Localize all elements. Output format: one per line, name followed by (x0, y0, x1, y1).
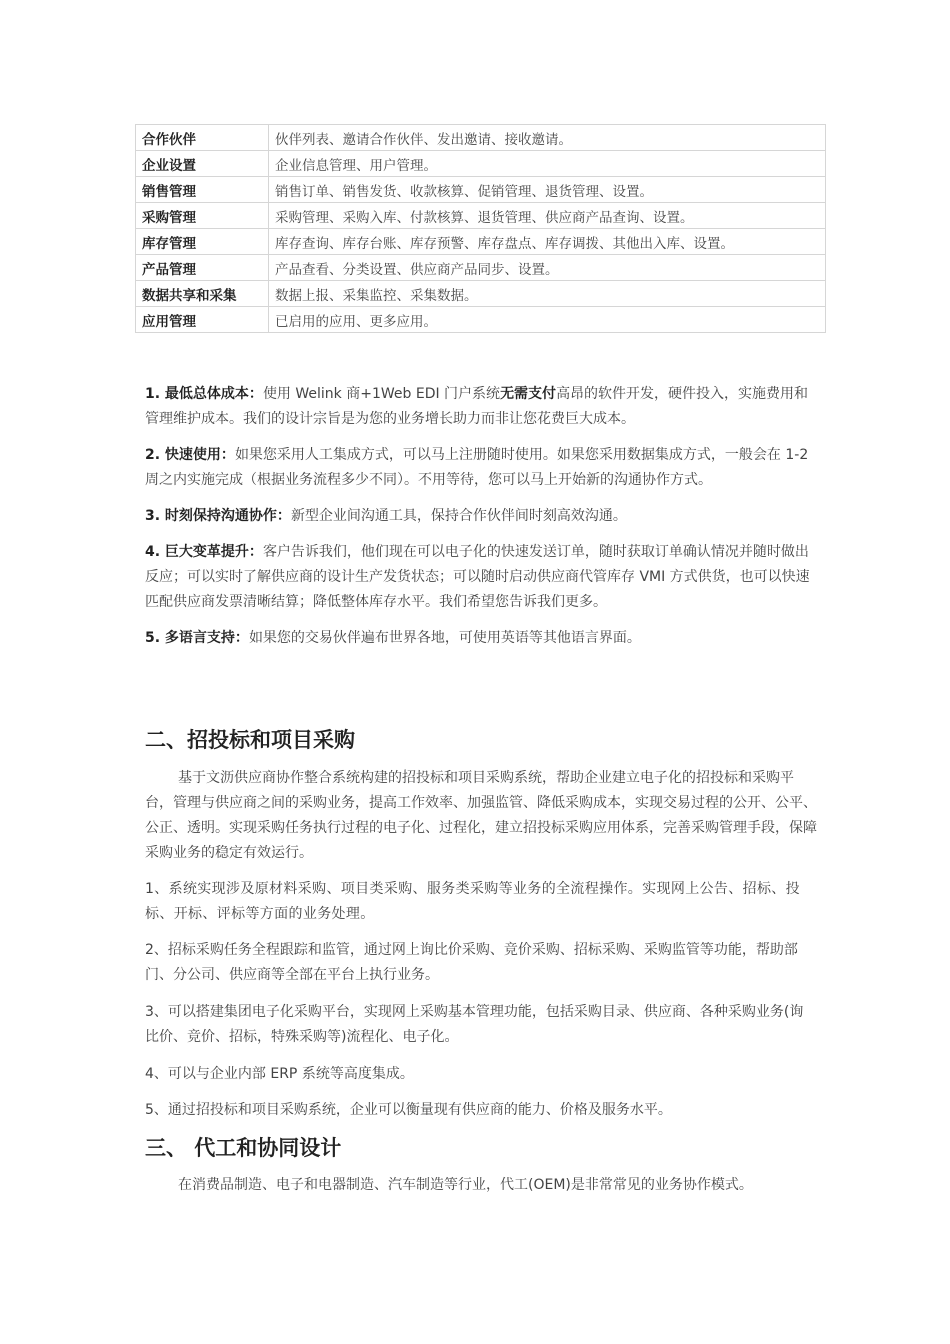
table-row (136, 281, 826, 307)
feature-communication (145, 504, 810, 529)
table-row (136, 307, 826, 333)
module-description: 已启用的应用、更多应用。 (269, 307, 826, 333)
list-item: 3、可以搭建集团电子化采购平台，实现网上采购基本管理功能，包括采购目录、供应商、各种采购业务(询比价、竞价、招标，特殊采购等)流程化、电子化。 (145, 1004, 804, 1045)
module-description: 产品查看、分类设置、供应商产品同步、设置。 (269, 255, 826, 281)
section-heading: 二、招投标和项目采购 (145, 728, 355, 752)
module-table (135, 124, 826, 333)
module-name: 产品管理 (136, 255, 269, 281)
module-name: 采购管理 (136, 203, 269, 229)
feature-text: 高昂的软件开发，硬件投入，实施费用和管理维护成本。我们的设计宗旨是为您的业务增长助力而非让您花费巨大成本。 (145, 386, 809, 427)
feature-text: 使用 Welink 商+1Web EDI 门户系统 (262, 386, 501, 402)
feature-emphasis: 无需支付 (500, 386, 557, 402)
module-description: 伙伴列表、邀请合作伙伴、发出邀请、接收邀请。 (269, 125, 826, 151)
table-row (136, 229, 826, 255)
table-row (136, 255, 826, 281)
table-row (136, 125, 826, 151)
feature-lead: 3. 时刻保持沟通协作： (145, 508, 291, 524)
list-item: 5、通过招投标和项目采购系统，企业可以衡量现有供应商的能力、价格及服务水平。 (145, 1102, 672, 1118)
list-item: 2、招标采购任务全程跟踪和监管，通过网上询比价采购、竞价采购、招标采购、采购监管等功能，帮助部门、分公司、供应商等全部在平台上执行业务。 (145, 942, 798, 983)
feature-lead: 4. 巨大变革提升： (145, 544, 263, 560)
feature-multilanguage (145, 626, 810, 651)
table-row (136, 151, 826, 177)
list-item: 4、可以与企业内部 ERP 系统等高度集成。 (145, 1066, 414, 1082)
module-description: 采购管理、采购入库、付款核算、退货管理、供应商产品查询、设置。 (269, 203, 826, 229)
section-intro: 基于文沥供应商协作整合系统构建的招投标和项目采购系统，帮助企业建立电子化的招投标和采购平台，管理与供应商之间的采购业务，提高工作效率、加强监管、降低采购成本，实现交易过程的公开、公平、公正、透明。实现采购任务执行过程的电子化、过程化，建立招投标采购应用体系，完善采购管理手段，保障采购业务的稳定有效运行。 (145, 770, 817, 861)
table-row (136, 177, 826, 203)
module-name: 应用管理 (136, 307, 269, 333)
module-name: 库存管理 (136, 229, 269, 255)
section-heading: 三、 代工和协同设计 (145, 1136, 342, 1160)
feature-text: 客户告诉我们，他们现在可以电子化的快速发送订单，随时获取订单确认情况并随时做出反应；可以实时了解供应商的设计生产发货状态；可以随时启动供应商代管库存 VMI 方式供货，也可以快速匹配供应商发票清晰结算；降低整体库存水平。我们希望您告诉我们更多。 (145, 544, 810, 610)
feature-text: 如果您采用人工集成方式，可以马上注册随时使用。如果您采用数据集成方式，一般会在 1-2 周之内实施完成（根据业务流程多少不同）。不用等待，您可以马上开始新的沟通协作方式。 (145, 447, 809, 488)
list-item: 1、系统实现涉及原材料采购、项目类采购、服务类采购等业务的全流程操作。实现网上公告、招标、投标、开标、评标等方面的业务处理。 (145, 881, 801, 922)
module-description: 库存查询、库存台账、库存预警、库存盘点、库存调拨、其他出入库、设置。 (269, 229, 826, 255)
feature-transformation (145, 540, 810, 615)
module-description: 销售订单、销售发货、收款核算、促销管理、退货管理、设置。 (269, 177, 826, 203)
section-intro: 在消费品制造、电子和电器制造、汽车制造等行业，代工(OEM)是非常常见的业务协作模式。 (178, 1177, 753, 1193)
module-description: 企业信息管理、用户管理。 (269, 151, 826, 177)
feature-lead: 1. 最低总体成本： (145, 386, 263, 402)
feature-list (145, 382, 810, 662)
feature-lead: 5. 多语言支持： (145, 630, 249, 646)
feature-quick-use (145, 443, 810, 493)
table-row (136, 203, 826, 229)
feature-lead: 2. 快速使用： (145, 447, 235, 463)
feature-text: 如果您的交易伙伴遍布世界各地，可使用英语等其他语言界面。 (248, 630, 641, 646)
module-description: 数据上报、采集监控、采集数据。 (269, 281, 826, 307)
feature-lowest-cost (145, 382, 810, 432)
module-name: 企业设置 (136, 151, 269, 177)
feature-text: 新型企业间沟通工具，保持合作伙伴间时刻高效沟通。 (290, 508, 627, 524)
module-name: 销售管理 (136, 177, 269, 203)
module-name: 合作伙伴 (136, 125, 269, 151)
module-name: 数据共享和采集 (136, 281, 269, 307)
